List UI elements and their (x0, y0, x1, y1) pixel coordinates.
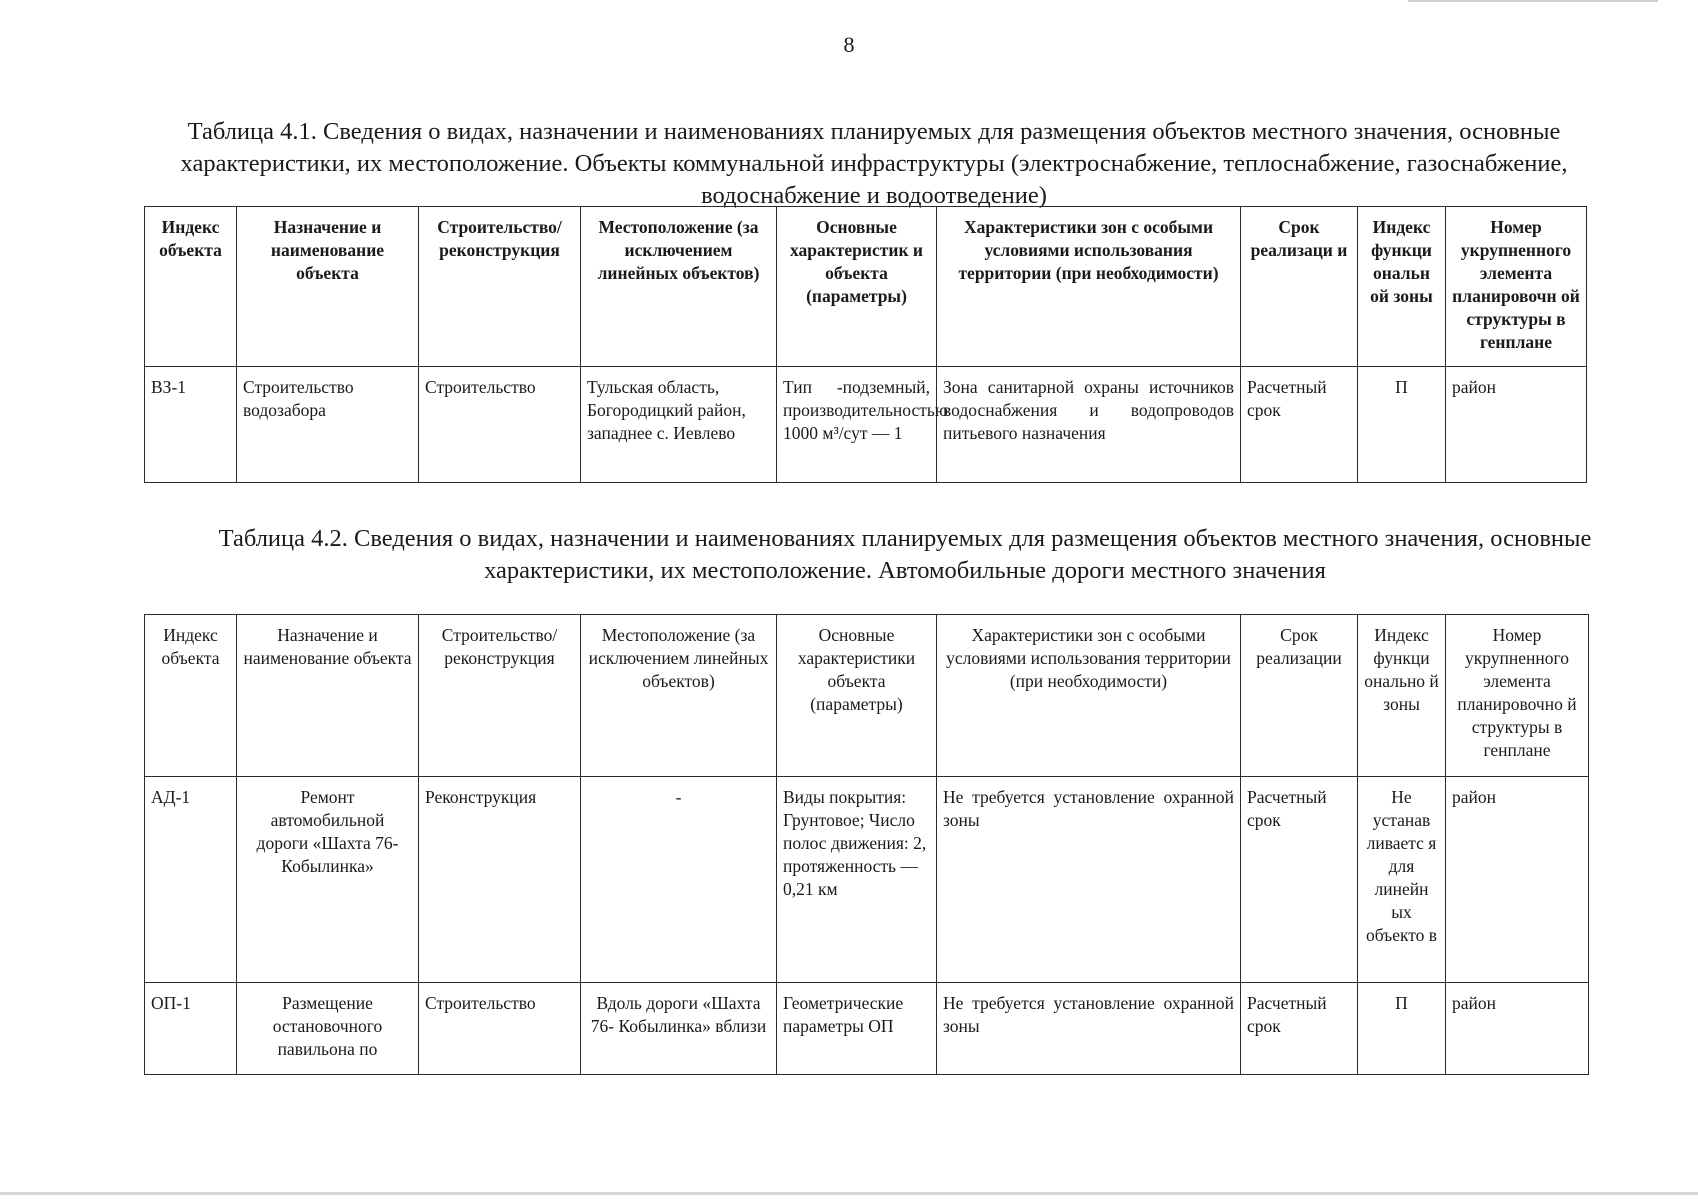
cell-location: Вдоль дороги «Шахта 76- Кобылинка» вблизи (581, 983, 777, 1075)
cell-type: Строительство (419, 367, 581, 483)
table1-header-purpose: Назначение и наименование объекта (237, 207, 419, 367)
scan-artifact (1408, 0, 1658, 2)
cell-zones: Зона санитарной охраны источников водоснабжения и водопроводов питьевого назначения (937, 367, 1241, 483)
cell-term: Расчетный срок (1241, 777, 1358, 983)
table1-caption: Таблица 4.1. Сведения о видах, назначении и наименованиях планируемых для размещения объектов местного значения, основные характеристики, их местоположение. Объекты коммунальной инфраструктуры (электроснабжение, теплоснабжение, газоснабжение, водоснабжение и водоотведение) (180, 118, 1568, 209)
table2-header-plan-element: Номер укрупненного элемента планировочно й структуры в генплане (1446, 615, 1589, 777)
table2-header-func-zone: Индекс функци онально й зоны (1358, 615, 1446, 777)
cell-func-zone: Не устанав ливаетс я для линейн ых объекто в (1358, 777, 1446, 983)
page-number: 8 (843, 32, 855, 57)
cell-params: Виды покрытия: Грунтовое; Число полос движения: 2, протяженность — 0,21 км (777, 777, 937, 983)
table1-header-location: Местоположение (за исключением линейных объектов) (581, 207, 777, 367)
cell-index: ВЗ-1 (145, 367, 237, 483)
cell-plan-element: район (1446, 983, 1589, 1075)
cell-location: - (581, 777, 777, 983)
cell-func-zone: П (1358, 983, 1446, 1075)
table1-header-zones: Характеристики зон с особыми условиями использования территории (при необходимости) (937, 207, 1241, 367)
cell-type: Строительство (419, 983, 581, 1075)
cell-term: Расчетный срок (1241, 367, 1358, 483)
table2-header-type: Строительство/ реконструкция (419, 615, 581, 777)
cell-purpose: Ремонт автомобильной дороги «Шахта 76- Кобылинка» (237, 777, 419, 983)
cell-func-zone: П (1358, 367, 1446, 483)
cell-params: Тип -подземный, производительностью 1000 м³/сут — 1 (777, 367, 937, 483)
table2-header-purpose: Назначение и наименование объекта (237, 615, 419, 777)
cell-purpose: Строительство водозабора (237, 367, 419, 483)
table1-header-params: Основные характеристик и объекта (параметры) (777, 207, 937, 367)
table1 (144, 206, 1587, 483)
cell-location: Тульская область, Богородицкий район, западнее с. Иевлево (581, 367, 777, 483)
table2-caption: Таблица 4.2. Сведения о видах, назначении и наименованиях планируемых для размещения объектов местного значения, основные характеристики, их местоположение. Автомобильные дороги местного значения (218, 525, 1592, 584)
cell-plan-element: район (1446, 367, 1587, 483)
table2-header-zones: Характеристики зон с особыми условиями использования территории (при необходимости) (937, 615, 1241, 777)
cell-params: Геометрические параметры ОП (777, 983, 937, 1075)
cell-term: Расчетный срок (1241, 983, 1358, 1075)
cell-zones: Не требуется установление охранной зоны (937, 983, 1241, 1075)
table2-header-term: Срок реализации (1241, 615, 1358, 777)
cell-plan-element: район (1446, 777, 1589, 983)
cell-index: АД-1 (145, 777, 237, 983)
table1-header-plan-element: Номер укрупненного элемента планировочн ой структуры в генплане (1446, 207, 1587, 367)
table2 (144, 614, 1589, 1075)
table-row (145, 777, 1589, 983)
table2-header-index: Индекс объекта (145, 615, 237, 777)
table2-header-location: Местоположение (за исключением линейных объектов) (581, 615, 777, 777)
table1-header-row (145, 207, 1587, 367)
table2-header-row (145, 615, 1589, 777)
cell-zones: Не требуется установление охранной зоны (937, 777, 1241, 983)
table2-header-params: Основные характеристики объекта (параметры) (777, 615, 937, 777)
cell-purpose: Размещение остановочного павильона по (237, 983, 419, 1075)
table-row (145, 983, 1589, 1075)
table-row (145, 367, 1587, 483)
table1-header-term: Срок реализаци и (1241, 207, 1358, 367)
cell-index: ОП-1 (145, 983, 237, 1075)
table1-header-func-zone: Индекс функци ональн ой зоны (1358, 207, 1446, 367)
cell-type: Реконструкция (419, 777, 581, 983)
table1-header-type: Строительство/ реконструкция (419, 207, 581, 367)
table1-header-index: Индекс объекта (145, 207, 237, 367)
scan-artifact (0, 1192, 1698, 1195)
